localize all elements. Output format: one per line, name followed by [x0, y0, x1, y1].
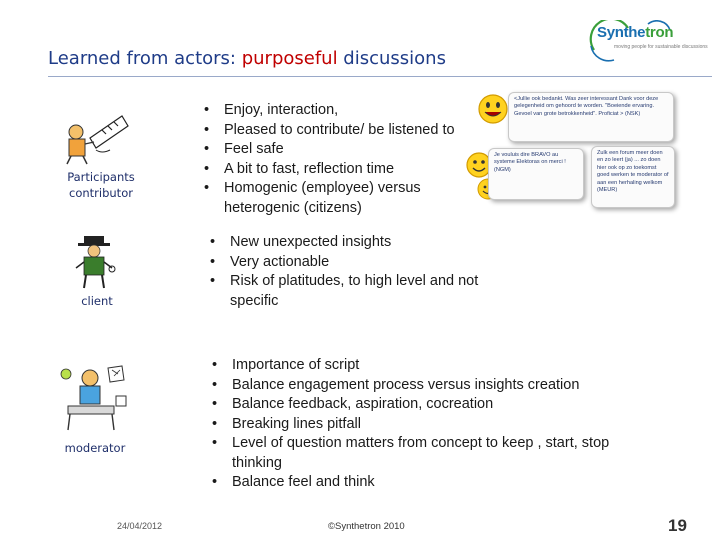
title-highlight: purposeful	[241, 48, 338, 69]
list-item: • Risk of platitudes, to high level and not	[206, 272, 478, 292]
moderator-lessons-list	[208, 356, 609, 493]
list-item: • Balance engagement process versus insights creation	[208, 376, 609, 396]
list-item: • Pleased to contribute/ be listened to	[200, 121, 455, 141]
quote-bubble: Je vouluis dire BRAVO au systeme Elektoras on merci ! (NGM)	[488, 148, 584, 200]
participants-feedback-list	[200, 101, 455, 218]
client-detective-clipart	[72, 234, 116, 290]
title-prefix: Learned from actors:	[48, 48, 242, 69]
footer-copyright: ©Synthetron 2010	[328, 521, 405, 532]
page-number: 19	[668, 516, 687, 535]
list-item: • Balance feedback, aspiration, cocreation	[208, 395, 609, 415]
list-item: • Importance of script	[208, 356, 609, 376]
list-item: • Homogenic (employee) versus	[200, 179, 455, 199]
list-item-continuation: heterogenic (citizens)	[224, 199, 362, 216]
quote-bubble: Zulk een forum meer doen en zo leert (ja) ... zo doen hier ook op zo toekomst goed werken te moderator of aan een herhaling welkom (MEUR)	[591, 146, 675, 208]
list-item: • A bit to fast, reflection time	[200, 160, 455, 180]
list-item-continuation: specific	[230, 292, 279, 309]
logo-wordmark: Synthetron	[597, 24, 674, 41]
client-label: client	[81, 294, 113, 308]
footer-date: 24/04/2012	[117, 521, 163, 531]
list-item: • Feel safe	[200, 140, 455, 160]
list-item: • New unexpected insights	[206, 233, 478, 253]
list-item: • Breaking lines pitfall	[208, 415, 609, 435]
participants-label: Participants contributor	[67, 170, 135, 200]
list-item: • Level of question matters from concept to keep , start, stop	[208, 434, 609, 454]
logo-tagline: moving people for sustainable discussions	[614, 44, 708, 50]
list-item-continuation: thinking	[232, 454, 282, 471]
list-item: • Enjoy, interaction,	[200, 101, 455, 121]
title-divider	[48, 76, 712, 77]
smiley-icon	[476, 92, 510, 126]
moderator-label: moderator	[64, 441, 126, 455]
participant-typing-clipart	[62, 108, 132, 166]
list-item: • Balance feel and think	[208, 473, 609, 493]
quote-bubble: <Jullie ook bedankt. Was zeer interessant Dank voor deze gelegenheid om gehoord te worden. "Boeiende ervaring. Gevoel van grote betrokkenheid". Proficiat > (NSK)	[508, 92, 674, 142]
slide-title	[48, 48, 446, 69]
title-suffix: discussions	[337, 48, 446, 69]
list-item: • Very actionable	[206, 253, 478, 273]
moderator-clipart	[56, 360, 130, 434]
client-insights-list	[206, 233, 478, 311]
